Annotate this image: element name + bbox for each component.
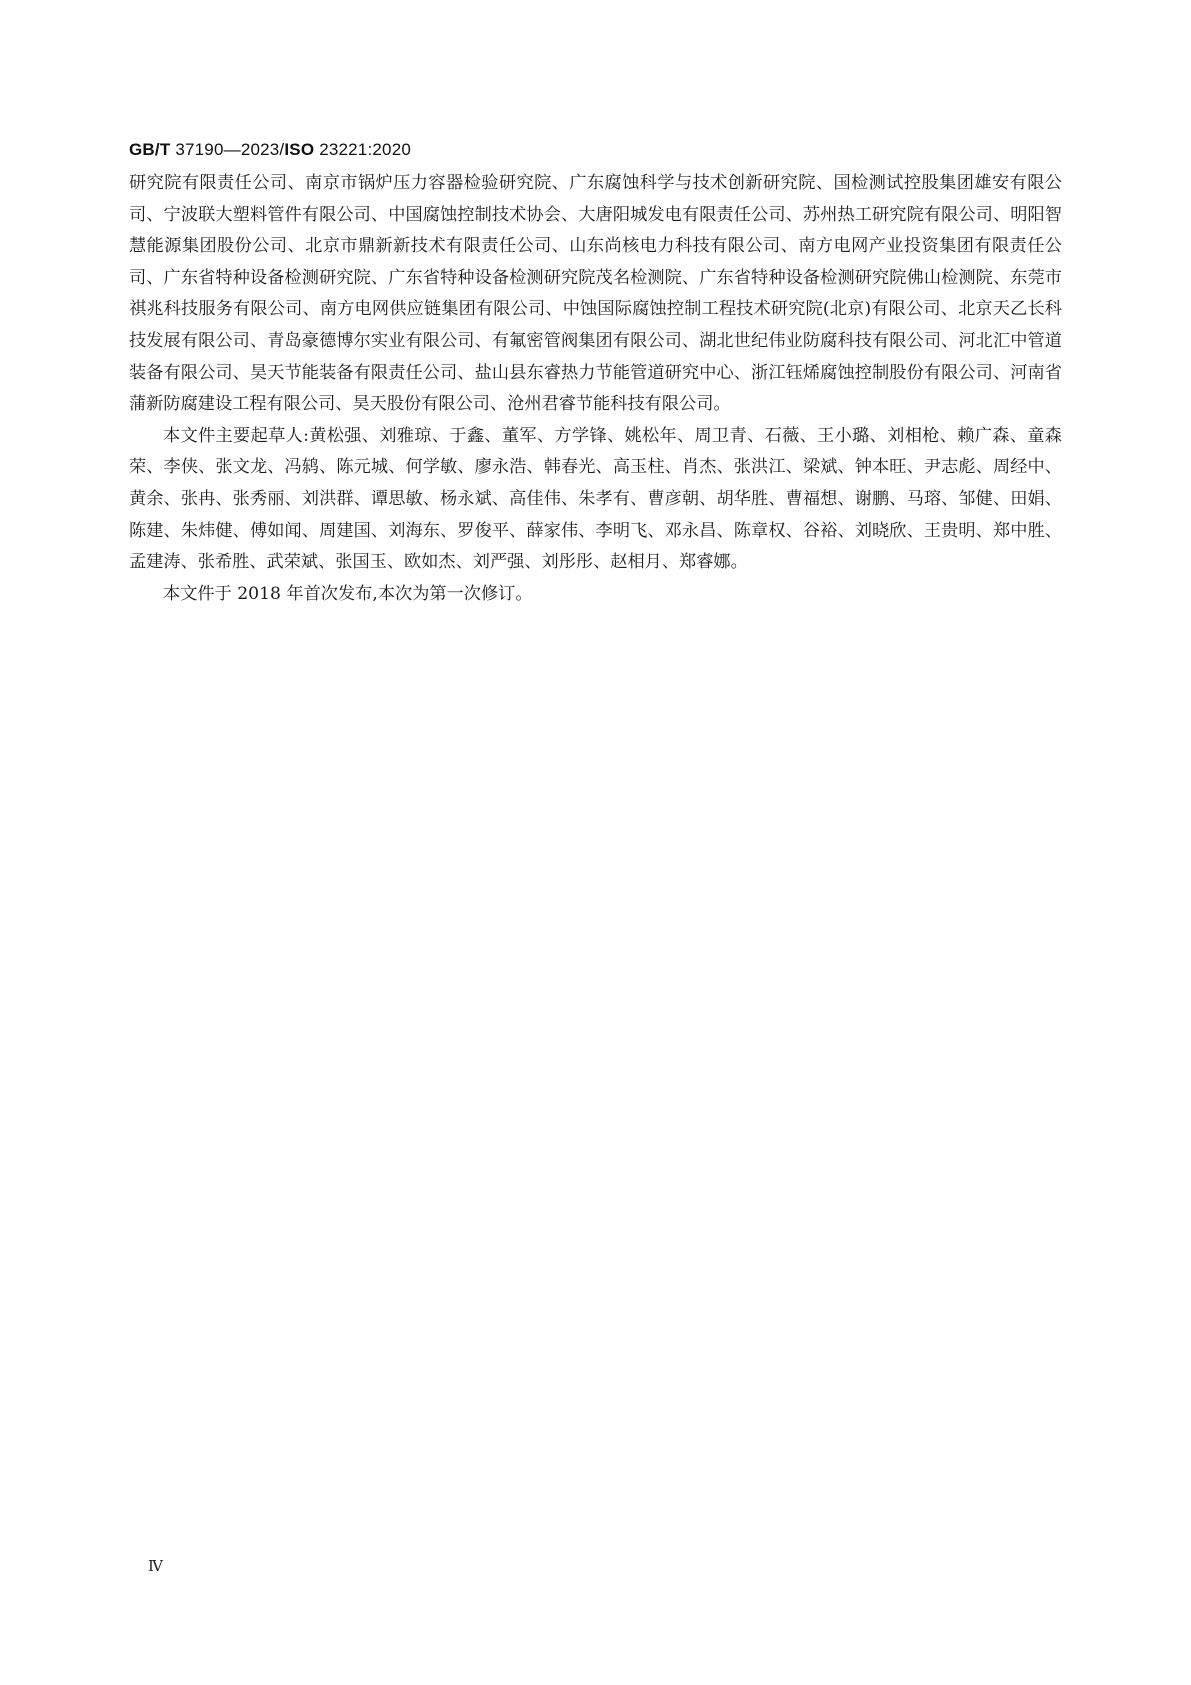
page-number: Ⅳ — [148, 1557, 163, 1575]
iso-number: 23221:2020 — [314, 140, 412, 159]
document-code-header — [129, 140, 411, 160]
iso-prefix: ISO — [284, 140, 315, 159]
standard-number: 37190—2023/ — [170, 140, 285, 159]
document-body — [129, 168, 1062, 610]
drafters-paragraph: 本文件主要起草人:黄松强、刘雅琼、于鑫、董军、方学锋、姚松年、周卫青、石薇、王小璐、刘相枪、赖广森、童森荣、李侠、张文龙、冯鸫、陈元城、何学敏、廖永浩、韩春光、高玉柱、肖杰、张洪江、梁斌、钟本旺、尹志彪、周经中、黄余、张冉、张秀丽、刘洪群、谭思敏、杨永斌、高佳伟、朱孝有、曹彦朝、胡华胜、曹福想、谢鹏、马瑢、邹健、田娟、陈建、朱炜健、傅如闻、周建国、刘海东、罗俊平、薛家伟、李明飞、邓永昌、陈章权、谷裕、刘晓欣、王贵明、郑中胜、孟建涛、张希胜、武荣斌、张国玉、欧如杰、刘严强、刘彤彤、赵相月、郑睿娜。 — [129, 425, 1062, 573]
standard-prefix: GB/T — [129, 140, 171, 159]
organizations-paragraph: 研究院有限责任公司、南京市锅炉压力容器检验研究院、广东腐蚀科学与技术创新研究院、国检测试控股集团雄安有限公司、宁波联大塑料管件有限公司、中国腐蚀控制技术协会、大唐阳城发电有限责任公司、苏州热工研究院有限公司、明阳智慧能源集团股份公司、北京市鼎新新技术有限责任公司、山东尚核电力科技有限公司、南方电网产业投资集团有限责任公司、广东省特种设备检测研究院、广东省特种设备检测研究院茂名检测院、广东省特种设备检测研究院佛山检测院、东莞市祺兆科技服务有限公司、南方电网供应链集团有限公司、中蚀国际腐蚀控制工程技术研究院(北京)有限公司、北京天乙长科技发展有限公司、青岛豪德博尔实业有限公司、有氟密管阀集团有限公司、湖北世纪伟业防腐科技有限公司、河北汇中管道装备有限公司、昊天节能装备有限责任公司、盐山县东睿热力节能管道研究中心、浙江钰烯腐蚀控制股份有限公司、河南省蒲新防腐建设工程有限公司、昊天股份有限公司、沧州君睿节能科技有限公司。 — [129, 173, 1062, 415]
revision-history-paragraph: 本文件于 2018 年首次发布,本次为第一次修订。 — [163, 583, 533, 604]
